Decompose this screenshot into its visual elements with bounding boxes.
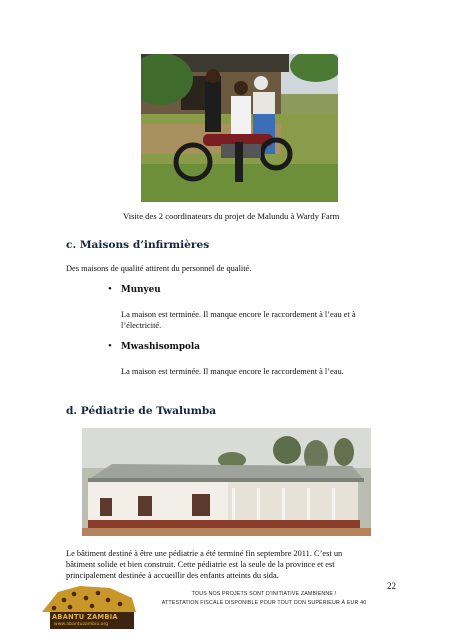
abantu-zambia-logo	[40, 584, 138, 630]
section-c-intro: Des maisons de qualité attirent du personnel de qualité.	[66, 264, 252, 273]
item-text-munyeu-line1: La maison est terminée. Il manque encore le raccordement à l’eau et à	[121, 310, 356, 319]
logo-name: ABANTU ZAMBIA	[52, 613, 118, 621]
visit-photo-image	[141, 54, 338, 202]
item-title-mwashisompola: Mwashisompola	[121, 342, 200, 352]
logo-url[interactable]: www.abantuzambia.org	[54, 622, 109, 627]
pediatrics-photo	[82, 428, 371, 536]
footer-line2: ATTESTATION FISCALE DISPONIBLE POUR TOUT DON SUPÉRIEUR À EUR 40	[161, 600, 367, 606]
bullet-munyeu: •	[108, 283, 112, 295]
section-c-heading: c. Maisons d’infirmières	[66, 239, 210, 251]
item-title-munyeu: Munyeu	[121, 285, 161, 295]
section-d-paragraph-line2: bâtiment solide et bien construit. Cette pédiatrie est la seule de la province et est	[66, 560, 335, 569]
item-text-mwashisompola: La maison est terminée. Il manque encore le raccordement à l’eau.	[121, 367, 344, 376]
pediatrics-photo-image	[82, 428, 371, 536]
section-d-heading: d. Pédiatrie de Twalumba	[66, 405, 217, 417]
page-number: 22	[387, 581, 396, 591]
footer-line1: TOUS NOS PROJETS SONT D’INITIATIVE ZAMBIENNE !	[191, 591, 337, 597]
section-d-paragraph-line3: principalement destinée à accueillir des enfants atteints du sida.	[66, 571, 279, 580]
bullet-mwashisompola: •	[108, 340, 112, 352]
section-d-paragraph-line1: Le bâtiment destiné à être une pédiatrie a été terminé fin septembre 2011. C’est un	[66, 549, 343, 558]
photo-caption: Visite des 2 coordinateurs du projet de Malundu à Wardy Farm	[123, 211, 340, 221]
visit-photo	[141, 54, 338, 202]
item-text-munyeu-line2: l’électricité.	[121, 321, 162, 330]
